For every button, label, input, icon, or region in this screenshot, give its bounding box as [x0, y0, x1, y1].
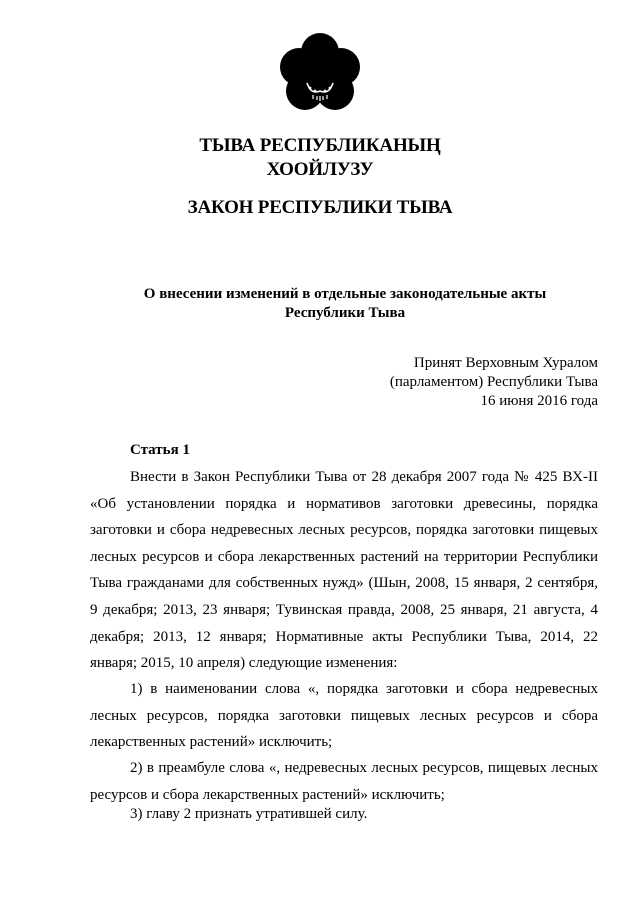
- tuvan-law-heading: [0, 134, 640, 182]
- paragraph-line: лесных ресурсов, порядка заготовки пищевых лесных ресурсов и сбора: [90, 707, 598, 724]
- article-heading: Статья 1: [130, 442, 190, 458]
- adoption-line1: Принят Верховным Хуралом: [413, 355, 598, 371]
- paragraph-line: 9 декабря; 2013, 23 января; Тувинская правда, 2008, 25 января, 21 августа, 4: [90, 601, 598, 618]
- adoption-line2: (парламентом) Республики Тыва: [389, 374, 598, 390]
- paragraph-line: лекарственных растений» исключить;: [90, 734, 333, 751]
- paragraph-line: декабря; 2013, 12 января; Нормативные акты Республики Тыва, 2014, 22: [90, 628, 598, 645]
- law-title: ЗАКОН РЕСПУБЛИКИ ТЫВА: [187, 197, 453, 218]
- amendment-item-1: [90, 676, 598, 756]
- paragraph-line: Внести в Закон Республики Тыва от 28 декабря 2007 года № 425 ВХ-II: [130, 469, 598, 485]
- document-title-line2: Республики Тыва: [284, 305, 406, 321]
- adoption-date: 16 июня 2016 года: [480, 393, 598, 409]
- paragraph-line: ресурсов и сбора лекарственных растений» исключить;: [90, 786, 445, 803]
- paragraph-line: заготовки и сбора недревесных лесных ресурсов, порядка заготовки пищевых: [90, 522, 598, 539]
- paragraph-line: лесных ресурсов и сбора лекарственных растений на территории Республики: [90, 548, 598, 565]
- paragraph-line: 3) главу 2 признать утратившей силу.: [130, 806, 368, 822]
- paragraph-line: 2) в преамбуле слова «, недревесных лесных ресурсов, пищевых лесных: [130, 760, 598, 776]
- document-title: [0, 285, 640, 323]
- paragraph-line: 1) в наименовании слова «, порядка заготовки и сбора недревесных: [130, 681, 598, 697]
- paragraph-line: «Об установлении порядка и нормативов заготовки древесины, порядка: [90, 495, 598, 512]
- tuvan-heading-line1: ТЫВА РЕСПУБЛИКАНЫҢ: [199, 135, 441, 156]
- tuva-emblem-icon: [279, 33, 361, 117]
- article-intro-paragraph: [90, 464, 598, 677]
- paragraph-line: января; 2015, 10 апреля) следующие изменения:: [90, 655, 398, 672]
- document-title-line1: О внесении изменений в отдельные законодательные акты: [143, 286, 547, 302]
- paragraph-line: Тыва гражданами для собственных нужд» (Шын, 2008, 15 января, 2 сентября,: [90, 575, 598, 592]
- tuvan-heading-line2: ХООЙЛУЗУ: [266, 159, 374, 180]
- adoption-note: [390, 354, 598, 411]
- amendment-item-3: [90, 801, 598, 828]
